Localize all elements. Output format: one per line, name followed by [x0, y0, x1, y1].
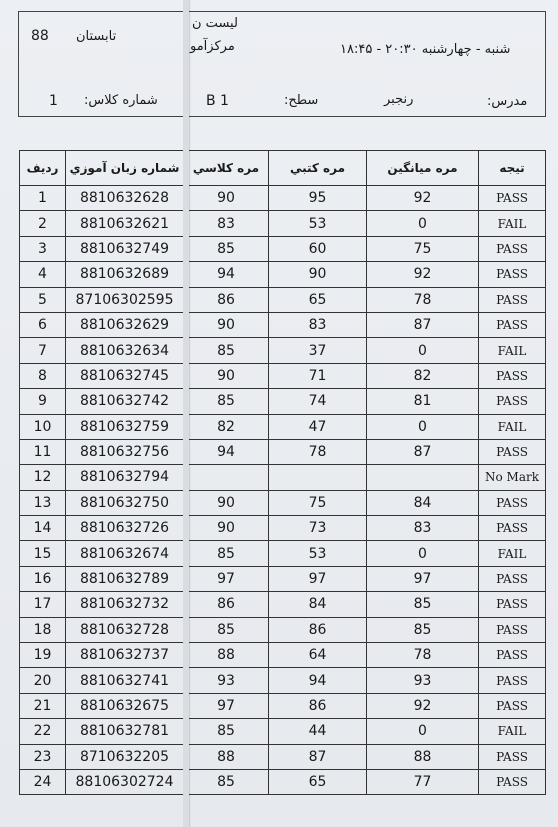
row-number-cell: 10: [20, 414, 66, 439]
written-score-cell: 95: [269, 186, 367, 211]
col-header-student-id: شماره زبان آموزي: [66, 151, 184, 186]
written-score-cell: 44: [269, 719, 367, 744]
table-row: [20, 287, 546, 312]
table-row: [20, 211, 546, 236]
table-row: [20, 566, 546, 591]
row-number-cell: 6: [20, 312, 66, 337]
result-cell: FAIL: [479, 541, 546, 566]
student-id-cell: 8810632745: [66, 363, 184, 388]
result-cell: PASS: [479, 516, 546, 541]
average-score-cell: 0: [367, 338, 479, 363]
class-score-cell: 82: [184, 414, 269, 439]
row-number-cell: 13: [20, 490, 66, 515]
teacher-name: رنجبر: [384, 92, 414, 107]
written-score-cell: 75: [269, 490, 367, 515]
class-number-value: 1: [49, 93, 58, 109]
row-number-cell: 9: [20, 389, 66, 414]
written-score-cell: 87: [269, 744, 367, 769]
table-row: [20, 414, 546, 439]
row-number-cell: 4: [20, 262, 66, 287]
class-score-cell: 85: [184, 236, 269, 261]
row-number-cell: 15: [20, 541, 66, 566]
col-header-class-score: مره کلاسي: [184, 151, 269, 186]
table-row: [20, 719, 546, 744]
student-id-cell: 88106302724: [66, 769, 184, 794]
row-number-cell: 19: [20, 643, 66, 668]
average-score-cell: 0: [367, 414, 479, 439]
student-id-cell: 8810632742: [66, 389, 184, 414]
class-score-cell: 90: [184, 312, 269, 337]
table-row: [20, 312, 546, 337]
table-row: [20, 262, 546, 287]
written-score-cell: 65: [269, 769, 367, 794]
table-row: [20, 617, 546, 642]
student-id-cell: 8810632728: [66, 617, 184, 642]
result-cell: PASS: [479, 617, 546, 642]
row-number-cell: 8: [20, 363, 66, 388]
average-score-cell: 93: [367, 668, 479, 693]
table-row: [20, 769, 546, 794]
average-score-cell: 84: [367, 490, 479, 515]
class-number-label: شماره کلاس:: [84, 93, 158, 108]
student-id-cell: 8810632756: [66, 439, 184, 464]
center-name: مرکزآمو: [190, 39, 235, 54]
class-score-cell: 97: [184, 566, 269, 591]
student-id-cell: 8710632205: [66, 744, 184, 769]
row-number-cell: 3: [20, 236, 66, 261]
average-score-cell: 75: [367, 236, 479, 261]
class-score-cell: 85: [184, 389, 269, 414]
table-row: [20, 465, 546, 490]
table-row: [20, 643, 546, 668]
written-score-cell: 84: [269, 592, 367, 617]
table-row: [20, 668, 546, 693]
result-cell: FAIL: [479, 338, 546, 363]
average-score-cell: 92: [367, 186, 479, 211]
average-score-cell: 0: [367, 541, 479, 566]
class-score-cell: 94: [184, 262, 269, 287]
class-score-cell: 86: [184, 287, 269, 312]
class-score-cell: 94: [184, 439, 269, 464]
result-cell: No Mark: [479, 465, 546, 490]
row-number-cell: 14: [20, 516, 66, 541]
level-value: B 1: [206, 93, 229, 109]
class-score-cell: 85: [184, 719, 269, 744]
average-score-cell: 0: [367, 719, 479, 744]
col-header-result: تيجه: [479, 151, 546, 186]
average-score-cell: 78: [367, 643, 479, 668]
table-row: [20, 490, 546, 515]
class-score-cell: 90: [184, 363, 269, 388]
class-score-cell: 90: [184, 186, 269, 211]
written-score-cell: 73: [269, 516, 367, 541]
row-number-cell: 20: [20, 668, 66, 693]
table-row: [20, 338, 546, 363]
result-cell: PASS: [479, 744, 546, 769]
col-header-average-score: مره ميانگين: [367, 151, 479, 186]
row-number-cell: 16: [20, 566, 66, 591]
student-id-cell: 8810632732: [66, 592, 184, 617]
average-score-cell: 92: [367, 693, 479, 718]
list-title: لیست ن: [192, 16, 238, 31]
average-score-cell: 85: [367, 617, 479, 642]
row-number-cell: 12: [20, 465, 66, 490]
written-score-cell: 64: [269, 643, 367, 668]
row-number-cell: 5: [20, 287, 66, 312]
student-id-cell: 8810632781: [66, 719, 184, 744]
table-row: [20, 186, 546, 211]
class-score-cell: 88: [184, 643, 269, 668]
class-score-cell: 83: [184, 211, 269, 236]
written-score-cell: 86: [269, 617, 367, 642]
result-cell: PASS: [479, 262, 546, 287]
result-cell: PASS: [479, 490, 546, 515]
average-score-cell: 87: [367, 439, 479, 464]
written-score-cell: 37: [269, 338, 367, 363]
table-row: [20, 439, 546, 464]
student-id-cell: 8810632629: [66, 312, 184, 337]
result-cell: FAIL: [479, 719, 546, 744]
student-id-cell: 87106302595: [66, 287, 184, 312]
result-cell: PASS: [479, 287, 546, 312]
written-score-cell: 86: [269, 693, 367, 718]
class-score-cell: 97: [184, 693, 269, 718]
class-score-cell: 85: [184, 338, 269, 363]
table-row: [20, 541, 546, 566]
average-score-cell: 77: [367, 769, 479, 794]
written-score-cell: 97: [269, 566, 367, 591]
class-score-cell: 88: [184, 744, 269, 769]
student-id-cell: 8810632621: [66, 211, 184, 236]
table-row: [20, 363, 546, 388]
row-number-cell: 2: [20, 211, 66, 236]
result-cell: PASS: [479, 769, 546, 794]
result-cell: PASS: [479, 389, 546, 414]
student-id-cell: 8810632689: [66, 262, 184, 287]
result-cell: PASS: [479, 312, 546, 337]
table-row: [20, 744, 546, 769]
result-cell: PASS: [479, 439, 546, 464]
student-id-cell: 8810632726: [66, 516, 184, 541]
average-score-cell: 92: [367, 262, 479, 287]
average-score-cell: 97: [367, 566, 479, 591]
average-score-cell: [367, 465, 479, 490]
written-score-cell: 53: [269, 211, 367, 236]
class-score-cell: 90: [184, 490, 269, 515]
class-score-cell: 93: [184, 668, 269, 693]
average-score-cell: 83: [367, 516, 479, 541]
student-id-cell: 8810632634: [66, 338, 184, 363]
written-score-cell: 71: [269, 363, 367, 388]
row-number-cell: 11: [20, 439, 66, 464]
table-header-row: [20, 151, 546, 186]
average-score-cell: 85: [367, 592, 479, 617]
result-cell: PASS: [479, 363, 546, 388]
grades-table: [19, 150, 546, 795]
written-score-cell: 47: [269, 414, 367, 439]
row-number-cell: 24: [20, 769, 66, 794]
row-number-cell: 22: [20, 719, 66, 744]
row-number-cell: 18: [20, 617, 66, 642]
class-score-cell: [184, 465, 269, 490]
average-score-cell: 0: [367, 211, 479, 236]
table-row: [20, 693, 546, 718]
class-score-cell: 90: [184, 516, 269, 541]
class-score-cell: 85: [184, 769, 269, 794]
average-score-cell: 82: [367, 363, 479, 388]
header-number: 88: [31, 28, 49, 44]
student-id-cell: 8810632749: [66, 236, 184, 261]
col-header-row: ردیف: [20, 151, 66, 186]
class-score-cell: 85: [184, 617, 269, 642]
student-id-cell: 8810632789: [66, 566, 184, 591]
row-number-cell: 7: [20, 338, 66, 363]
written-score-cell: 74: [269, 389, 367, 414]
row-number-cell: 23: [20, 744, 66, 769]
class-score-cell: 85: [184, 541, 269, 566]
written-score-cell: 60: [269, 236, 367, 261]
paper-overlay-edge: [183, 0, 189, 827]
result-cell: PASS: [479, 592, 546, 617]
student-id-cell: 8810632759: [66, 414, 184, 439]
result-cell: FAIL: [479, 414, 546, 439]
written-score-cell: 65: [269, 287, 367, 312]
teacher-label: مدرس:: [487, 94, 528, 109]
season-label: تابستان: [76, 29, 117, 44]
written-score-cell: 53: [269, 541, 367, 566]
table-row: [20, 389, 546, 414]
student-id-cell: 8810632674: [66, 541, 184, 566]
result-cell: PASS: [479, 693, 546, 718]
table-row: [20, 236, 546, 261]
row-number-cell: 21: [20, 693, 66, 718]
class-score-cell: 86: [184, 592, 269, 617]
average-score-cell: 78: [367, 287, 479, 312]
result-cell: FAIL: [479, 211, 546, 236]
written-score-cell: 78: [269, 439, 367, 464]
result-cell: PASS: [479, 186, 546, 211]
result-cell: PASS: [479, 668, 546, 693]
average-score-cell: 87: [367, 312, 479, 337]
schedule-text: شنبه - چهارشنبه ۲۰:۳۰ - ۱۸:۴۵: [340, 42, 511, 57]
written-score-cell: 94: [269, 668, 367, 693]
row-number-cell: 1: [20, 186, 66, 211]
written-score-cell: [269, 465, 367, 490]
student-id-cell: 8810632794: [66, 465, 184, 490]
written-score-cell: 90: [269, 262, 367, 287]
result-cell: PASS: [479, 236, 546, 261]
result-cell: PASS: [479, 643, 546, 668]
result-cell: PASS: [479, 566, 546, 591]
student-id-cell: 8810632741: [66, 668, 184, 693]
average-score-cell: 88: [367, 744, 479, 769]
written-score-cell: 83: [269, 312, 367, 337]
average-score-cell: 81: [367, 389, 479, 414]
student-id-cell: 8810632737: [66, 643, 184, 668]
student-id-cell: 8810632675: [66, 693, 184, 718]
student-id-cell: 8810632628: [66, 186, 184, 211]
row-number-cell: 17: [20, 592, 66, 617]
table-row: [20, 516, 546, 541]
level-label: سطح:: [284, 93, 319, 108]
table-row: [20, 592, 546, 617]
col-header-written-score: مره کتبي: [269, 151, 367, 186]
student-id-cell: 8810632750: [66, 490, 184, 515]
